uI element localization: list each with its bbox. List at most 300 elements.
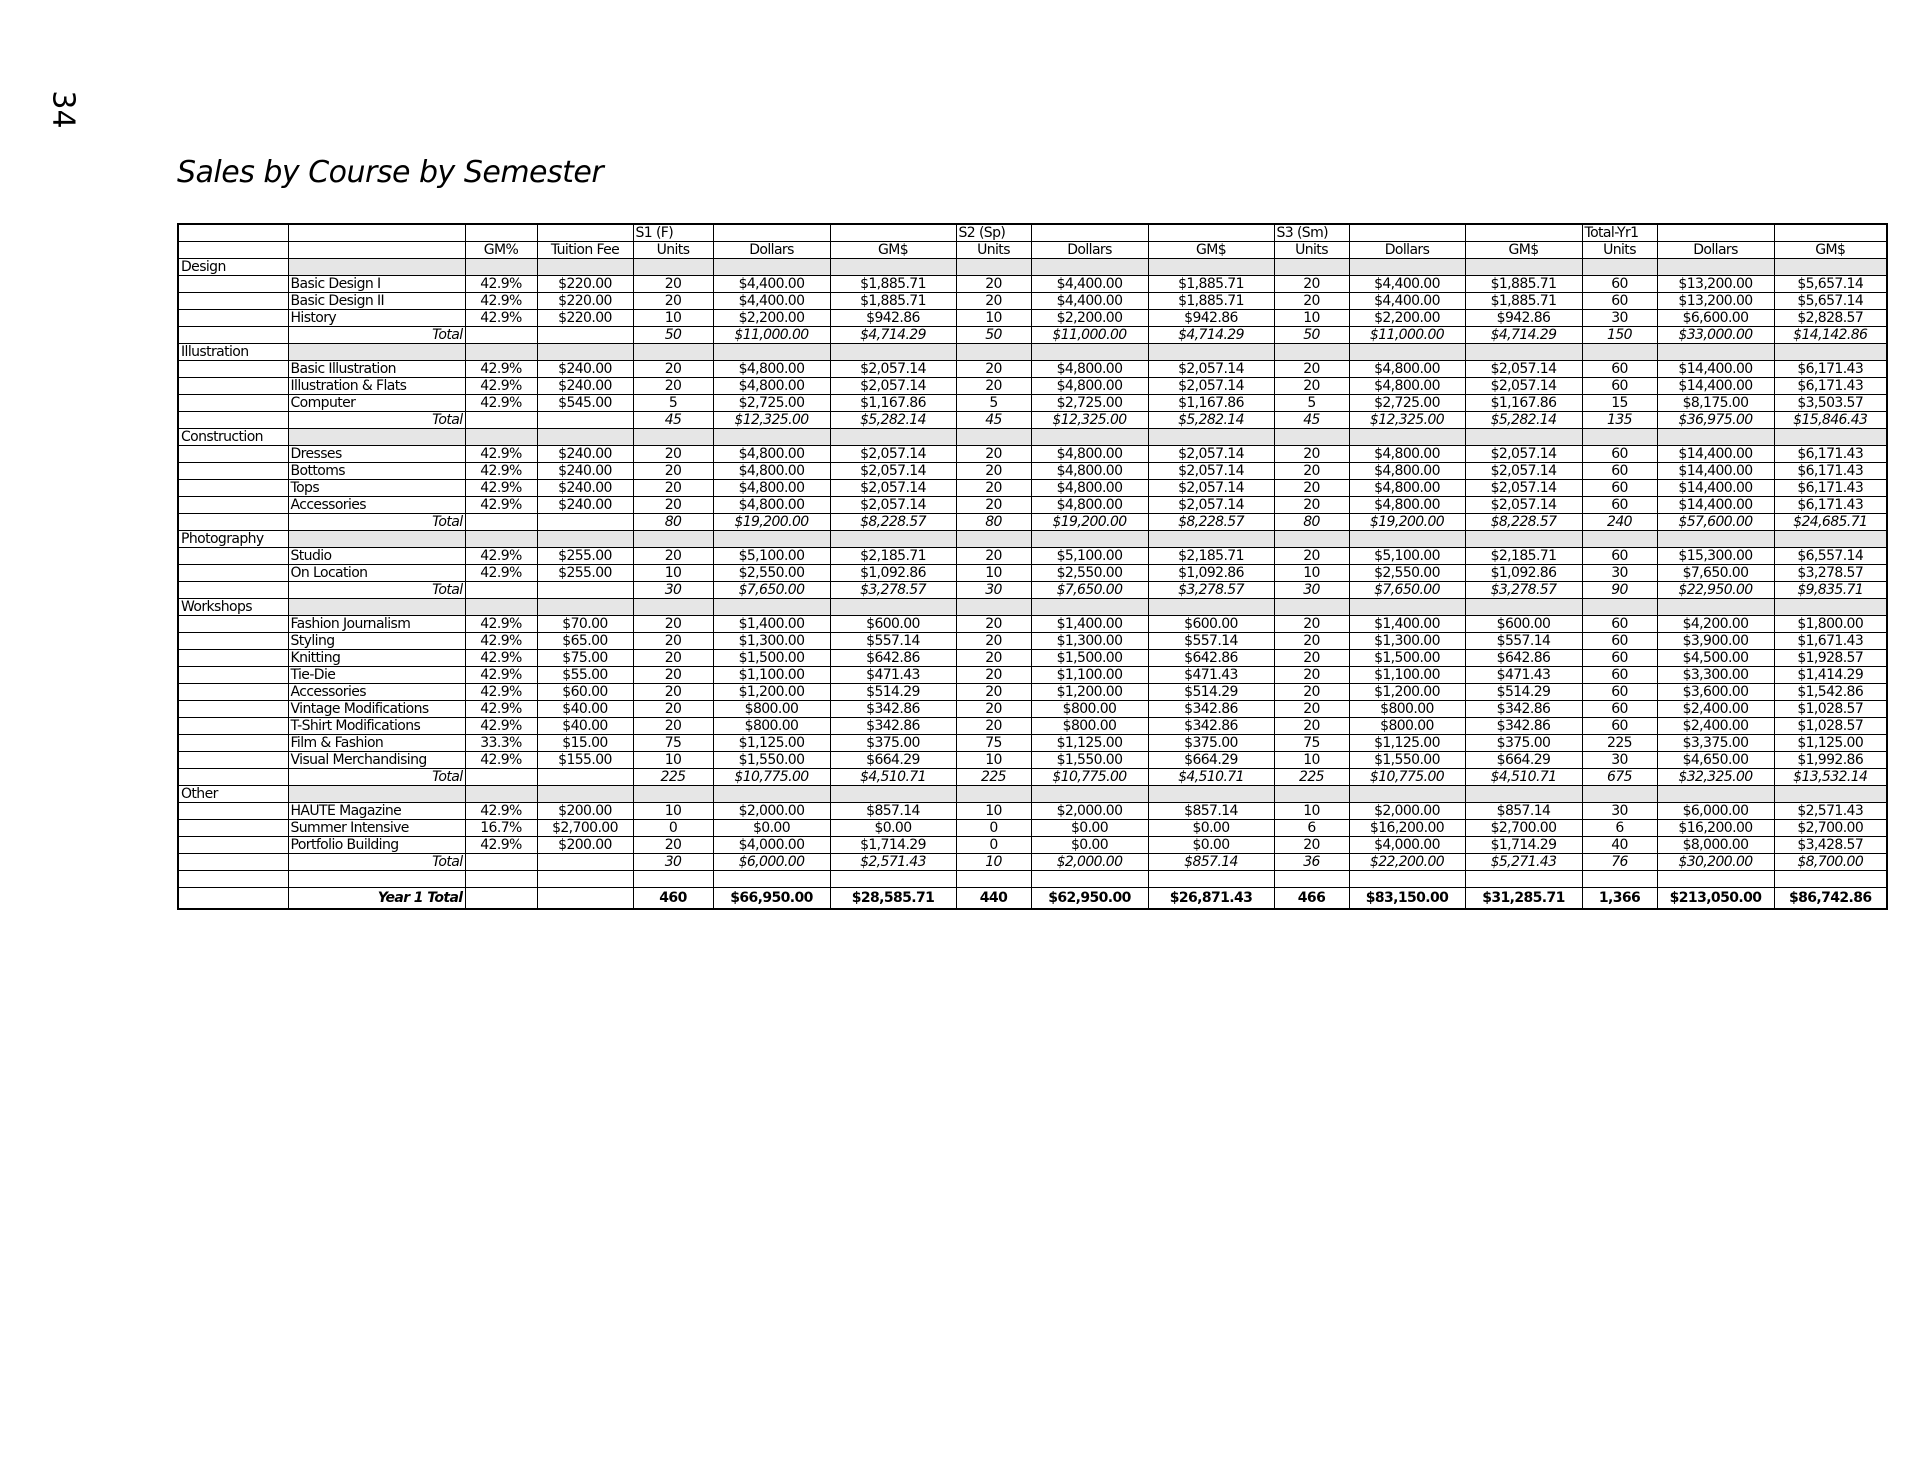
table-cell: $240.00: [537, 497, 633, 514]
table-cell: $2,550.00: [1349, 565, 1465, 582]
table-cell: $514.29: [1148, 684, 1274, 701]
table-cell: 10: [956, 752, 1031, 769]
total-cell: $19,200.00: [1031, 514, 1148, 531]
table-cell: $5,100.00: [1031, 548, 1148, 565]
empty-cell: [956, 344, 1031, 361]
column-header-cell: GM$: [1774, 242, 1887, 259]
empty-cell: [713, 599, 830, 616]
empty-cell: [1349, 429, 1465, 446]
table-row: [178, 803, 1887, 820]
table-cell: 20: [633, 616, 713, 633]
table-cell: $1,885.71: [1148, 293, 1274, 310]
table-cell: $2,000.00: [1031, 803, 1148, 820]
total-cell: 10: [956, 854, 1031, 871]
empty-cell: [1148, 531, 1274, 548]
table-row: [178, 752, 1887, 769]
table-cell: $15.00: [537, 735, 633, 752]
empty-cell: [1031, 429, 1148, 446]
empty-cell: [465, 871, 537, 888]
table-cell: 42.9%: [465, 446, 537, 463]
empty-cell: [830, 429, 956, 446]
table-cell: $4,800.00: [713, 497, 830, 514]
table-cell: $4,650.00: [1657, 752, 1774, 769]
empty-cell: [1349, 599, 1465, 616]
table-cell: $1,414.29: [1774, 667, 1887, 684]
empty-cell: [956, 429, 1031, 446]
table-cell: $1,092.86: [830, 565, 956, 582]
total-cell: $8,700.00: [1774, 854, 1887, 871]
table-cell: $2,057.14: [1465, 480, 1582, 497]
table-cell: 42.9%: [465, 361, 537, 378]
table-cell: $8,000.00: [1657, 837, 1774, 854]
table-cell: 5: [633, 395, 713, 412]
table-cell: $1,800.00: [1774, 616, 1887, 633]
table-cell: $514.29: [830, 684, 956, 701]
table-cell: $15,300.00: [1657, 548, 1774, 565]
total-cell: 30: [633, 582, 713, 599]
empty-cell: [178, 803, 288, 820]
table-cell: $942.86: [830, 310, 956, 327]
table-cell: $4,000.00: [713, 837, 830, 854]
empty-cell: [1031, 599, 1148, 616]
total-label: Total: [288, 854, 465, 871]
table-cell: $1,200.00: [1031, 684, 1148, 701]
total-cell: [465, 327, 537, 344]
table-cell: 20: [633, 837, 713, 854]
table-cell: $4,400.00: [1031, 293, 1148, 310]
table-cell: 60: [1582, 667, 1657, 684]
table-row: [178, 463, 1887, 480]
column-header-cell: GM%: [465, 242, 537, 259]
table-cell: $2,057.14: [1148, 361, 1274, 378]
table-cell: $2,057.14: [1148, 497, 1274, 514]
table-cell: $14,400.00: [1657, 446, 1774, 463]
table-cell: $14,400.00: [1657, 497, 1774, 514]
empty-cell: [830, 786, 956, 803]
table-cell: $7,650.00: [1657, 565, 1774, 582]
table-cell: 60: [1582, 718, 1657, 735]
table-row: [178, 310, 1887, 327]
table-cell: $375.00: [1465, 735, 1582, 752]
table-cell: $642.86: [830, 650, 956, 667]
table-cell: $3,900.00: [1657, 633, 1774, 650]
table-cell: $4,000.00: [1349, 837, 1465, 854]
empty-cell: [288, 786, 465, 803]
table-cell: $545.00: [537, 395, 633, 412]
year-total-cell: $213,050.00: [1657, 888, 1774, 910]
course-name: Basic Design II: [288, 293, 465, 310]
empty-cell: [1274, 259, 1349, 276]
table-cell: $4,800.00: [1349, 361, 1465, 378]
course-name: HAUTE Magazine: [288, 803, 465, 820]
group-header-row: [178, 224, 1887, 242]
table-cell: $2,185.71: [1465, 548, 1582, 565]
empty-cell: [178, 480, 288, 497]
table-cell: 20: [1274, 650, 1349, 667]
year-total-cell: $28,585.71: [830, 888, 956, 910]
table-cell: $65.00: [537, 633, 633, 650]
empty-cell: [178, 888, 288, 910]
empty-cell: [1657, 531, 1774, 548]
category-row: [178, 599, 1887, 616]
year-total-cell: $62,950.00: [1031, 888, 1148, 910]
empty-cell: [465, 599, 537, 616]
group-header-cell: S3 (Sm): [1274, 224, 1349, 242]
table-cell: $1,167.86: [1465, 395, 1582, 412]
table-row: [178, 276, 1887, 293]
course-name: Accessories: [288, 497, 465, 514]
table-cell: 20: [633, 276, 713, 293]
empty-cell: [537, 599, 633, 616]
empty-cell: [713, 344, 830, 361]
total-cell: $12,325.00: [713, 412, 830, 429]
total-cell: [465, 769, 537, 786]
total-cell: $4,714.29: [830, 327, 956, 344]
total-cell: $5,282.14: [830, 412, 956, 429]
table-cell: $2,700.00: [1465, 820, 1582, 837]
table-row: [178, 633, 1887, 650]
table-cell: 42.9%: [465, 633, 537, 650]
empty-cell: [713, 531, 830, 548]
empty-cell: [178, 837, 288, 854]
table-cell: $375.00: [830, 735, 956, 752]
table-cell: $2,400.00: [1657, 701, 1774, 718]
group-header-cell: [830, 224, 956, 242]
group-header-cell: [537, 224, 633, 242]
group-header-cell: [1349, 224, 1465, 242]
course-name: Film & Fashion: [288, 735, 465, 752]
empty-cell: [178, 514, 288, 531]
total-cell: 90: [1582, 582, 1657, 599]
table-cell: $2,057.14: [1465, 463, 1582, 480]
empty-cell: [1274, 429, 1349, 446]
table-cell: $1,100.00: [1031, 667, 1148, 684]
empty-cell: [178, 650, 288, 667]
empty-cell: [830, 599, 956, 616]
table-row: [178, 820, 1887, 837]
table-cell: 20: [633, 718, 713, 735]
table-cell: $1,200.00: [1349, 684, 1465, 701]
total-cell: 225: [1274, 769, 1349, 786]
table-cell: $155.00: [537, 752, 633, 769]
total-cell: [537, 769, 633, 786]
table-cell: $942.86: [1465, 310, 1582, 327]
empty-cell: [830, 871, 956, 888]
table-cell: $6,000.00: [1657, 803, 1774, 820]
table-cell: $2,057.14: [1465, 361, 1582, 378]
empty-cell: [178, 684, 288, 701]
table-cell: $5,100.00: [713, 548, 830, 565]
table-cell: $4,800.00: [1349, 497, 1465, 514]
table-cell: 10: [956, 803, 1031, 820]
total-cell: $3,278.57: [1465, 582, 1582, 599]
table-cell: 20: [633, 684, 713, 701]
category-row: [178, 531, 1887, 548]
category-row: [178, 344, 1887, 361]
table-cell: $1,167.86: [1148, 395, 1274, 412]
total-label: Total: [288, 327, 465, 344]
table-cell: $200.00: [537, 803, 633, 820]
table-cell: $6,171.43: [1774, 361, 1887, 378]
empty-cell: [830, 344, 956, 361]
table-cell: $6,171.43: [1774, 480, 1887, 497]
table-cell: $4,400.00: [1349, 293, 1465, 310]
table-cell: $4,400.00: [1031, 276, 1148, 293]
course-name: Accessories: [288, 684, 465, 701]
empty-cell: [1148, 599, 1274, 616]
table-cell: 42.9%: [465, 684, 537, 701]
empty-cell: [537, 531, 633, 548]
empty-cell: [1274, 531, 1349, 548]
table-cell: 0: [633, 820, 713, 837]
empty-cell: [178, 633, 288, 650]
empty-cell: [178, 820, 288, 837]
table-cell: $55.00: [537, 667, 633, 684]
table-cell: $557.14: [1465, 633, 1582, 650]
table-cell: 42.9%: [465, 293, 537, 310]
empty-cell: [178, 327, 288, 344]
column-header-cell: Dollars: [1031, 242, 1148, 259]
empty-cell: [1274, 599, 1349, 616]
course-name: Dresses: [288, 446, 465, 463]
table-cell: $471.43: [830, 667, 956, 684]
empty-cell: [633, 344, 713, 361]
total-cell: $3,278.57: [830, 582, 956, 599]
table-cell: $2,057.14: [1465, 497, 1582, 514]
total-cell: 30: [633, 854, 713, 871]
table-cell: 30: [1582, 803, 1657, 820]
total-cell: $7,650.00: [1349, 582, 1465, 599]
table-cell: $2,550.00: [713, 565, 830, 582]
table-cell: $240.00: [537, 480, 633, 497]
table-cell: $1,125.00: [1349, 735, 1465, 752]
total-cell: $7,650.00: [1031, 582, 1148, 599]
table-row: [178, 684, 1887, 701]
empty-cell: [465, 259, 537, 276]
total-cell: $13,532.14: [1774, 769, 1887, 786]
table-cell: $1,300.00: [1349, 633, 1465, 650]
table-cell: 60: [1582, 497, 1657, 514]
table-cell: $1,550.00: [1031, 752, 1148, 769]
category-total-row: [178, 769, 1887, 786]
table-cell: $1,400.00: [1349, 616, 1465, 633]
table-row: [178, 565, 1887, 582]
table-cell: $4,800.00: [713, 446, 830, 463]
table-cell: 20: [1274, 293, 1349, 310]
table-cell: $4,800.00: [713, 480, 830, 497]
table-cell: $2,057.14: [830, 463, 956, 480]
table-cell: $0.00: [830, 820, 956, 837]
empty-cell: [537, 871, 633, 888]
category-total-row: [178, 582, 1887, 599]
table-cell: $557.14: [1148, 633, 1274, 650]
total-cell: $8,228.57: [830, 514, 956, 531]
empty-cell: [1274, 344, 1349, 361]
table-cell: $14,400.00: [1657, 480, 1774, 497]
empty-cell: [1582, 344, 1657, 361]
empty-cell: [178, 497, 288, 514]
table-cell: $2,550.00: [1031, 565, 1148, 582]
table-cell: 42.9%: [465, 837, 537, 854]
empty-cell: [178, 871, 288, 888]
empty-cell: [178, 463, 288, 480]
table-cell: $2,185.71: [1148, 548, 1274, 565]
category-row: [178, 259, 1887, 276]
empty-cell: [178, 565, 288, 582]
table-cell: $40.00: [537, 718, 633, 735]
table-cell: 42.9%: [465, 497, 537, 514]
category-row: [178, 429, 1887, 446]
table-cell: $1,092.86: [1465, 565, 1582, 582]
empty-cell: [537, 429, 633, 446]
empty-cell: [1774, 599, 1887, 616]
total-label: Total: [288, 412, 465, 429]
table-cell: 20: [956, 684, 1031, 701]
table-cell: $1,550.00: [713, 752, 830, 769]
total-cell: 80: [633, 514, 713, 531]
empty-cell: [713, 871, 830, 888]
empty-cell: [178, 735, 288, 752]
total-cell: [537, 582, 633, 599]
total-cell: 80: [956, 514, 1031, 531]
table-cell: $1,928.57: [1774, 650, 1887, 667]
table-cell: 42.9%: [465, 616, 537, 633]
empty-cell: [1465, 344, 1582, 361]
table-cell: 20: [956, 463, 1031, 480]
total-cell: $22,200.00: [1349, 854, 1465, 871]
empty-cell: [1582, 786, 1657, 803]
total-cell: $33,000.00: [1657, 327, 1774, 344]
table-cell: $800.00: [1031, 701, 1148, 718]
table-cell: $857.14: [830, 803, 956, 820]
table-cell: 20: [956, 633, 1031, 650]
table-cell: $4,800.00: [713, 463, 830, 480]
column-header-cell: Tuition Fee: [537, 242, 633, 259]
table-cell: $1,400.00: [713, 616, 830, 633]
table-cell: $2,200.00: [713, 310, 830, 327]
column-header-cell: Units: [1582, 242, 1657, 259]
category-total-row: [178, 412, 1887, 429]
table-cell: $255.00: [537, 548, 633, 565]
column-header-cell: Units: [1274, 242, 1349, 259]
total-cell: 50: [1274, 327, 1349, 344]
total-cell: $24,685.71: [1774, 514, 1887, 531]
table-cell: $2,057.14: [830, 480, 956, 497]
table-cell: $240.00: [537, 446, 633, 463]
table-cell: 60: [1582, 378, 1657, 395]
empty-cell: [633, 871, 713, 888]
table-cell: $1,714.29: [1465, 837, 1582, 854]
empty-cell: [288, 344, 465, 361]
total-cell: $7,650.00: [713, 582, 830, 599]
table-cell: 20: [633, 497, 713, 514]
empty-cell: [1582, 871, 1657, 888]
empty-cell: [1582, 531, 1657, 548]
empty-cell: [1465, 259, 1582, 276]
empty-cell: [713, 429, 830, 446]
table-cell: 10: [633, 752, 713, 769]
empty-cell: [178, 395, 288, 412]
course-name: Vintage Modifications: [288, 701, 465, 718]
table-cell: 20: [633, 378, 713, 395]
course-name: Basic Illustration: [288, 361, 465, 378]
empty-cell: [178, 718, 288, 735]
table-cell: $0.00: [713, 820, 830, 837]
table-row: [178, 361, 1887, 378]
table-cell: $2,057.14: [830, 497, 956, 514]
empty-cell: [178, 752, 288, 769]
table-cell: $4,800.00: [713, 361, 830, 378]
table-row: [178, 667, 1887, 684]
empty-cell: [633, 429, 713, 446]
total-cell: 225: [956, 769, 1031, 786]
total-cell: $3,278.57: [1148, 582, 1274, 599]
column-header-cell: Dollars: [1657, 242, 1774, 259]
table-cell: 60: [1582, 293, 1657, 310]
total-cell: $11,000.00: [713, 327, 830, 344]
table-cell: $6,171.43: [1774, 378, 1887, 395]
table-cell: 42.9%: [465, 310, 537, 327]
table-cell: $471.43: [1465, 667, 1582, 684]
table-cell: 10: [633, 310, 713, 327]
table-cell: 20: [1274, 276, 1349, 293]
table-cell: $6,600.00: [1657, 310, 1774, 327]
total-cell: 30: [956, 582, 1031, 599]
table-cell: $2,571.43: [1774, 803, 1887, 820]
table-cell: $0.00: [1148, 820, 1274, 837]
total-label: Total: [288, 582, 465, 599]
table-cell: $2,057.14: [1148, 463, 1274, 480]
empty-cell: [1774, 531, 1887, 548]
table-cell: $2,725.00: [1031, 395, 1148, 412]
table-cell: 20: [956, 361, 1031, 378]
empty-cell: [956, 259, 1031, 276]
empty-cell: [1349, 344, 1465, 361]
spacer-row: [178, 871, 1887, 888]
table-cell: $60.00: [537, 684, 633, 701]
total-cell: $4,714.29: [1148, 327, 1274, 344]
course-name: Fashion Journalism: [288, 616, 465, 633]
table-cell: $2,057.14: [830, 361, 956, 378]
total-label: Total: [288, 769, 465, 786]
table-cell: $13,200.00: [1657, 293, 1774, 310]
table-cell: $1,092.86: [1148, 565, 1274, 582]
empty-cell: [633, 259, 713, 276]
table-cell: $342.86: [1148, 701, 1274, 718]
total-cell: $57,600.00: [1657, 514, 1774, 531]
table-cell: 20: [1274, 361, 1349, 378]
table-cell: 20: [1274, 548, 1349, 565]
table-cell: $857.14: [1148, 803, 1274, 820]
year-total-cell: 466: [1274, 888, 1349, 910]
group-header-cell: [465, 224, 537, 242]
empty-cell: [956, 871, 1031, 888]
table-cell: 60: [1582, 446, 1657, 463]
table-cell: 42.9%: [465, 480, 537, 497]
empty-cell: [178, 701, 288, 718]
table-cell: 20: [956, 480, 1031, 497]
page-number: 34: [45, 90, 81, 129]
table-cell: $3,428.57: [1774, 837, 1887, 854]
total-cell: $5,282.14: [1148, 412, 1274, 429]
category-label: Design: [178, 259, 288, 276]
column-header-cell: GM$: [1465, 242, 1582, 259]
course-name: Basic Design I: [288, 276, 465, 293]
table-cell: 20: [1274, 463, 1349, 480]
table-cell: $1,100.00: [713, 667, 830, 684]
empty-cell: [465, 786, 537, 803]
table-cell: 40: [1582, 837, 1657, 854]
